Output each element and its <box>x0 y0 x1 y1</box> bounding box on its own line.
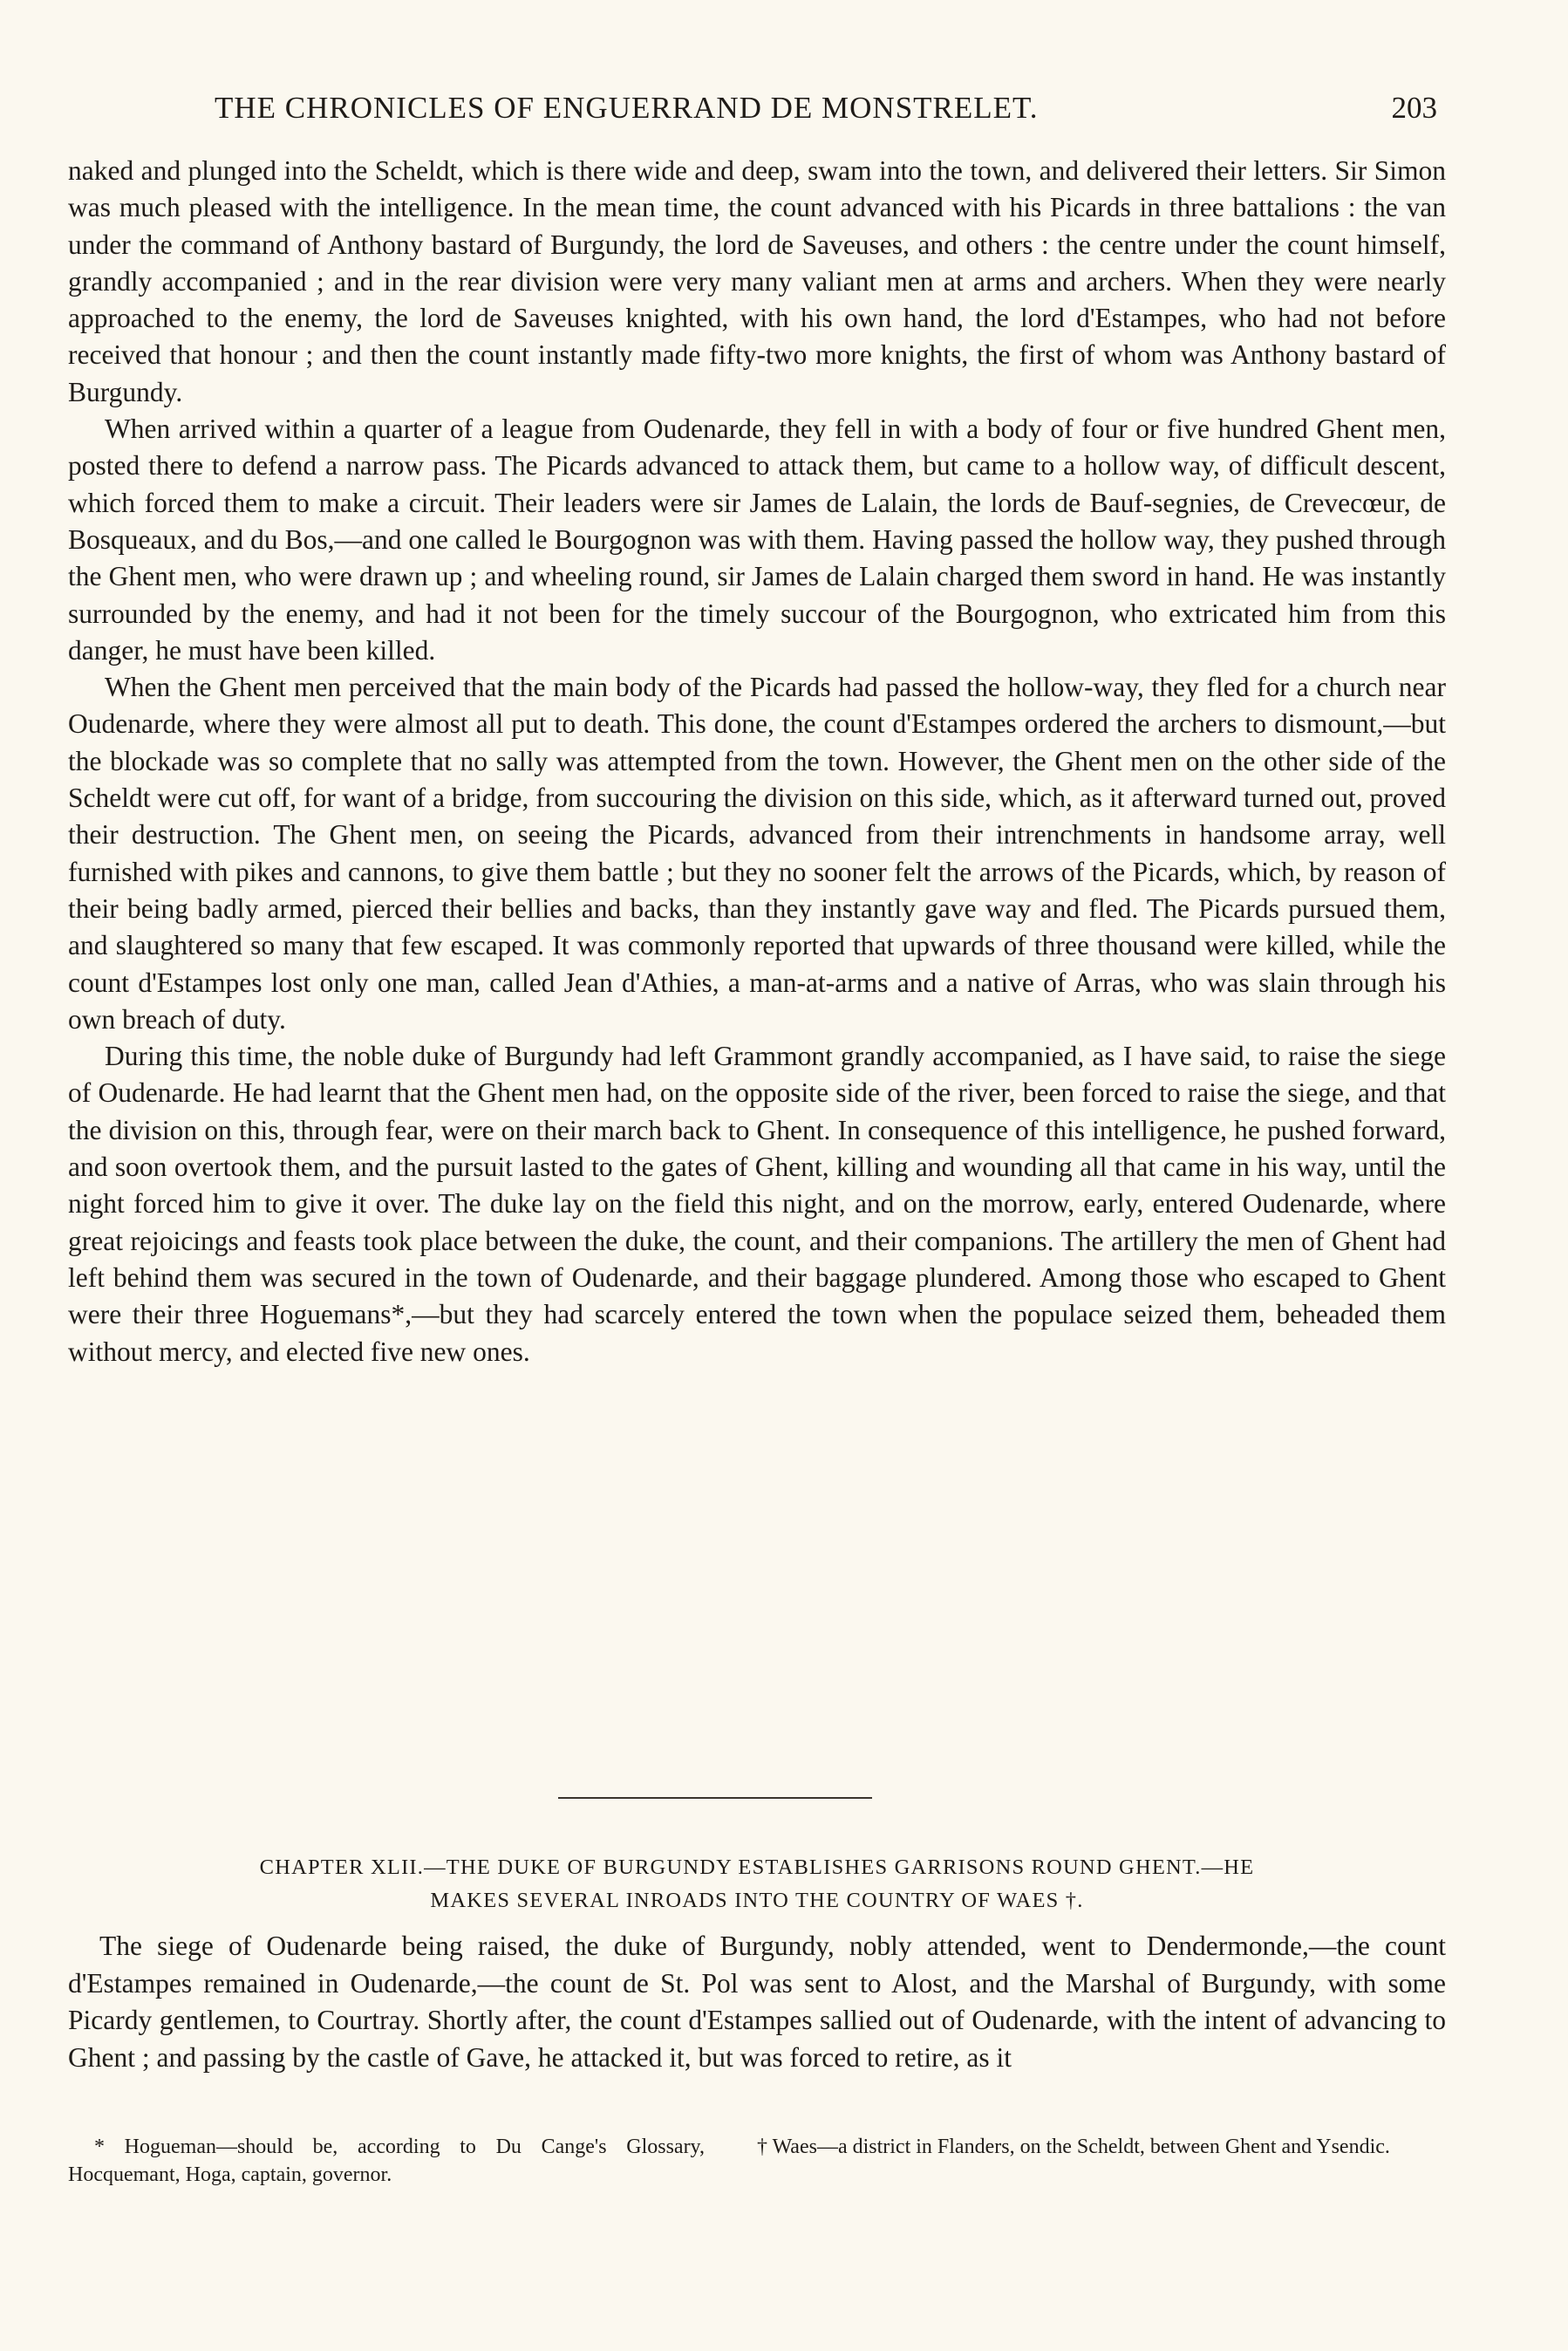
footnote-hogueman: * Hogueman—should be, according to Du Cange's Glossary, Hocquemant, Hoga, captain, governor. <box>68 2136 705 2186</box>
footnote-waes: † Waes—a district in Flanders, on the Scheldt, between Ghent and Ysendic. <box>757 2136 1390 2158</box>
chapter-opening-text: siege of Oudenarde being raised, the duke of Burgundy, nobly attended, went to Dendermonde,—the count d'Estampes remained in Oudenarde,—the count de St. Pol was sent to Alost, and the Marshal of Burgundy, with some Picardy gentlemen, to Courtray. Shortly after, the count d'Estampes sallied out of Oudenarde, with the intent of advancing to Ghent ; and passing by the castle of Gave, he attacked it, but was forced to retire, as it <box>68 1931 1446 2073</box>
paragraph-2: When arrived within a quarter of a league from Oudenarde, they fell in with a body of four or five hundred Ghent men, posted there to defend a narrow pass. The Picards advanced to attack them, but came to a hollow way, of difficult descent, which forced them to make a circuit. Their leaders were sir James de Lalain, the lords de Bauf-segnies, de Crevecœur, de Bosqueaux, and du Bos,—and one called le Bourgognon was with them. Having passed the hollow way, they pushed through the Ghent men, who were drawn up ; and wheeling round, sir James de Lalain charged them sword in hand. He was instantly surrounded by the enemy, and had it not been for the timely succour of the Bourgognon, who extricated him from this danger, he must have been killed. <box>68 413 1446 666</box>
paragraph-1: naked and plunged into the Scheldt, which is there wide and deep, swam into the town, and delivered their letters. Sir Simon was much pleased with the intelligence. In the mean time, the count advanced with his Picards in three battalions : the van under the command of Anthony bastard of Burgundy, the lord de Saveuses, and others : the centre under the count himself, grandly accompanied ; and in the rear division were very many valiant men at arms and archers. When they were nearly approached to the enemy, the lord de Saveuses knighted, with his own hand, the lord d'Estampes, who had not before received that honour ; and then the count instantly made fifty-two more knights, the first of whom was Anthony bastard of Burgundy. <box>68 155 1446 407</box>
chapter-paragraph <box>68 1928 1446 2076</box>
paragraph-3: When the Ghent men perceived that the main body of the Picards had passed the hollow-way, they fled for a church near Oudenarde, where they were almost all put to death. This done, the count d'Estampes ordered the archers to dismount,—but the blockade was so complete that no sally was attempted from the town. However, the Ghent men on the other side of the Scheldt were cut off, for want of a bridge, from succouring the division on this side, which, as it afterward turned out, proved their destruction. The Ghent men, on seeing the Picards, advanced from their intrenchments in handsome array, well furnished with pikes and cannons, to give them battle ; but they no sooner felt the arrows of the Picards, which, by reason of their being badly armed, pierced their bellies and backs, than they instantly gave way and fled. The Picards pursued them, and slaughtered so many that few escaped. It was commonly reported that upwards of three thousand were killed, while the count d'Estampes lost only one man, called Jean d'Athies, a man-at-arms and a native of Arras, who was slain through his own breach of duty. <box>68 672 1446 1035</box>
section-divider <box>558 1797 872 1799</box>
main-text <box>68 153 1446 1370</box>
paragraph-4: During this time, the noble duke of Burgundy had left Grammont grandly accompanied, as I have said, to raise the siege of Oudenarde. He had learnt that the Ghent men had, on the opposite side of the river, been forced to raise the siege, and that the division on this, through fear, were on their march back to Ghent. In consequence of this intelligence, he pushed forward, and soon overtook them, and the pursuit lasted to the gates of Ghent, killing and wounding all that came in his way, until the night forced him to give it over. The duke lay on the field this night, and on the morrow, early, entered Oudenarde, where great rejoicings and feasts took place between the duke, the count, and their companions. The artillery the men of Ghent had left behind them was secured in the town of Oudenarde, and their baggage plundered. Among those who escaped to Ghent were their three Hoguemans*,—but they had scarcely entered the town when the populace seized them, beheaded them without mercy, and elected five new ones. <box>68 1041 1446 1367</box>
chapter-heading-line-1: CHAPTER XLII.—THE DUKE OF BURGUNDY ESTABLISHES GARRISONS ROUND GHENT.—HE <box>259 1856 1255 1879</box>
chapter-opening-word: The <box>99 1931 142 1961</box>
running-title: THE CHRONICLES OF ENGUERRAND DE MONSTRELET. <box>215 91 1039 125</box>
running-header <box>68 91 1437 134</box>
chapter-heading <box>68 1851 1446 1917</box>
chapter-text <box>68 1928 1446 2076</box>
page-number: 203 <box>1391 91 1437 125</box>
chapter-heading-line-2: MAKES SEVERAL INROADS INTO THE COUNTRY OF WAES †. <box>430 1889 1084 1912</box>
